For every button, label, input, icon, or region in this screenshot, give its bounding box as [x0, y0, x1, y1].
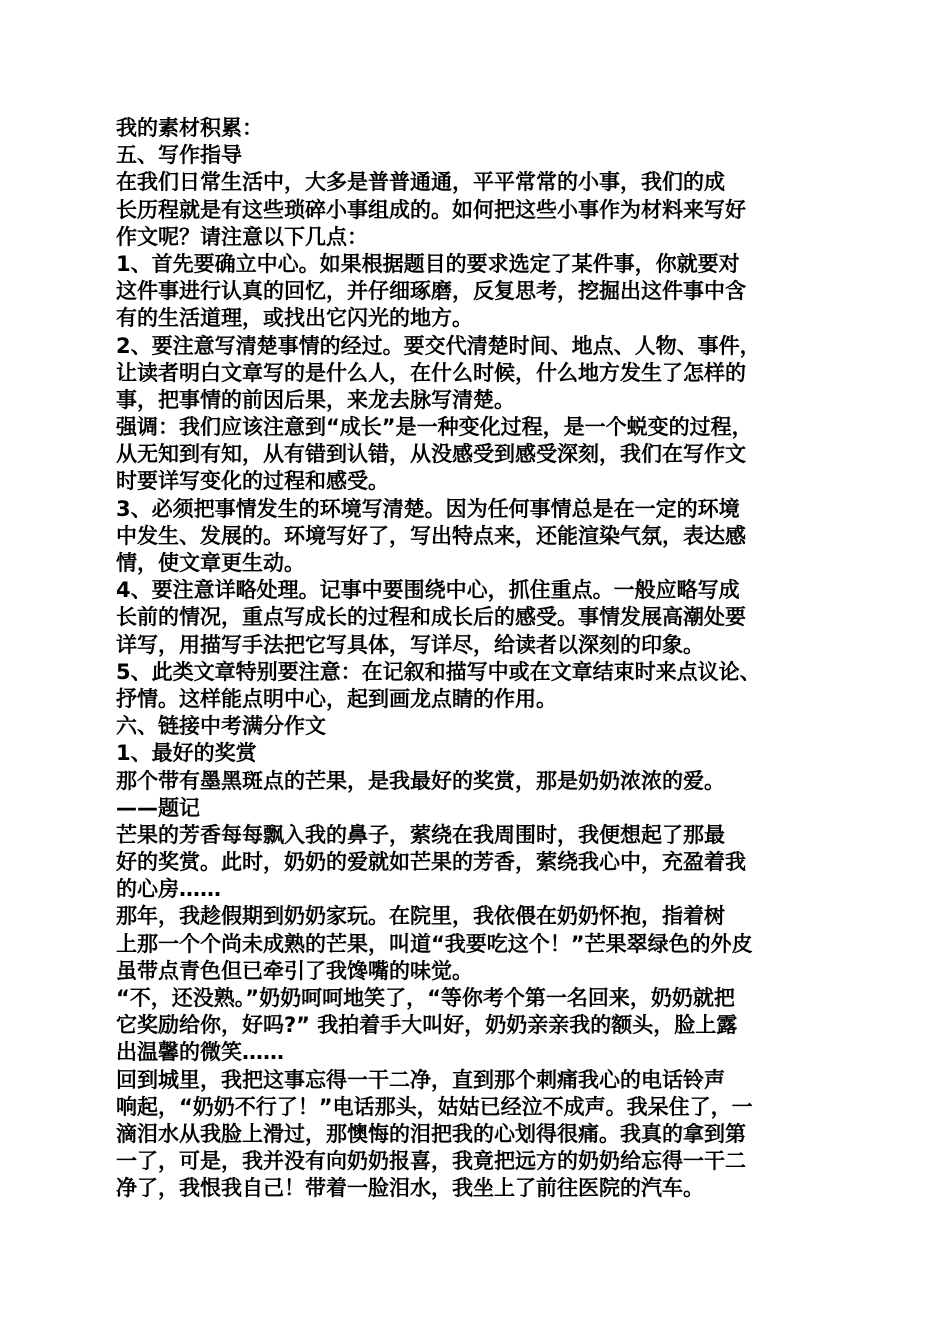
text-line: 2、要注意写清楚事情的经过。要交代清楚时间、地点、人物、事件，	[116, 333, 761, 358]
text-line: 回到城里，我把这事忘得一干二净，直到那个刺痛我心的电话铃声	[116, 1067, 725, 1092]
text-line: 作文呢？请注意以下几点：	[116, 224, 368, 249]
text-line: 让读者明白文章写的是什么人，在什么时候，什么地方发生了怎样的	[116, 360, 746, 385]
text-line: 的心房……	[116, 877, 221, 902]
text-line: 长历程就是有这些琐碎小事组成的。如何把这些小事作为材料来写好	[116, 197, 746, 222]
text-line: 芒果的芳香每每飘入我的鼻子，萦绕在我周围时，我便想起了那最	[116, 822, 725, 847]
text-line: 上那一个个尚未成熟的芒果，叫道“我要吃这个！”芒果翠绿色的外皮	[116, 931, 753, 956]
text-line: 长前的情况，重点写成长的过程和成长后的感受。事情发展高潮处要	[116, 605, 746, 630]
text-line: 1、首先要确立中心。如果根据题目的要求选定了某件事，你就要对	[116, 251, 740, 276]
text-line: 这件事进行认真的回忆，并仔细琢磨，反复思考，挖掘出这件事中含	[116, 279, 746, 304]
text-line: 情，使文章更生动。	[116, 551, 305, 575]
text-line: 在我们日常生活中，大多是普普通通，平平常常的小事，我们的成	[116, 170, 725, 195]
text-line: 那个带有墨黑斑点的芒果，是我最好的奖赏，那是奶奶浓浓的爱。	[116, 768, 725, 793]
text-line: 5、此类文章特别要注意：在记叙和描写中或在文章结束时来点议论、	[116, 659, 761, 684]
text-line: 事，把事情的前因后果，来龙去脉写清楚。	[116, 387, 515, 412]
text-line: 那年，我趁假期到奶奶家玩。在院里，我依偎在奶奶怀抱，指着树	[116, 904, 725, 929]
text-line: 净了，我恨我自己！带着一脸泪水，我坐上了前往医院的汽车。	[116, 1176, 704, 1201]
text-line: 滴泪水从我脸上滑过，那懊悔的泪把我的心划得很痛。我真的拿到第	[116, 1121, 746, 1146]
text-line: 一了，可是，我并没有向奶奶报喜，我竟把远方的奶奶给忘得一干二	[116, 1149, 746, 1174]
text-line: 时要详写变化的过程和感受。	[116, 469, 389, 494]
text-line: 响起，“奶奶不行了！”电话那头，姑姑已经泣不成声。我呆住了，一	[116, 1094, 753, 1119]
text-line: 强调：我们应该注意到“成长”是一种变化过程，是一个蜕变的过程，	[116, 415, 753, 440]
text-line: 抒情。这样能点明中心，起到画龙点睛的作用。	[116, 686, 557, 711]
text-line: 好的奖赏。此时，奶奶的爱就如芒果的芳香，萦绕我心中，充盈着我	[116, 850, 746, 875]
text-line: 出温馨的微笑……	[116, 1040, 284, 1065]
text-line: 中发生、发展的。环境写好了，写出特点来，还能渲染气氛，表达感	[116, 523, 746, 548]
text-line: “不，还没熟。”奶奶呵呵地笑了，“等你考个第一名回来，奶奶就把	[116, 986, 735, 1010]
text-line: 3、必须把事情发生的环境写清楚。因为任何事情总是在一定的环境	[116, 496, 740, 521]
epigraph-label: ——题记	[116, 795, 200, 820]
text-line: 它奖励给你，好吗?” 我拍着手大叫好，奶奶亲亲我的额头，脸上露	[116, 1013, 738, 1038]
section-heading-essays: 六、链接中考满分作文	[116, 714, 326, 739]
text-line: 详写，用描写手法把它写具体，写详尽，给读者以深刻的印象。	[116, 632, 704, 657]
essay-title: 1、最好的奖赏	[116, 741, 257, 766]
section-heading-writing-guide: 五、写作指导	[116, 143, 242, 168]
text-line: 虽带点青色但已牵引了我馋嘴的味觉。	[116, 958, 473, 983]
section-heading-material: 我的素材积累：	[116, 116, 263, 140]
text-line: 有的生活道理，或找出它闪光的地方。	[116, 306, 473, 331]
document-page	[116, 115, 844, 1203]
text-line: 从无知到有知，从有错到认错，从没感受到感受深刻，我们在写作文	[116, 442, 746, 467]
text-line: 4、要注意详略处理。记事中要围绕中心，抓住重点。一般应略写成	[116, 578, 740, 603]
